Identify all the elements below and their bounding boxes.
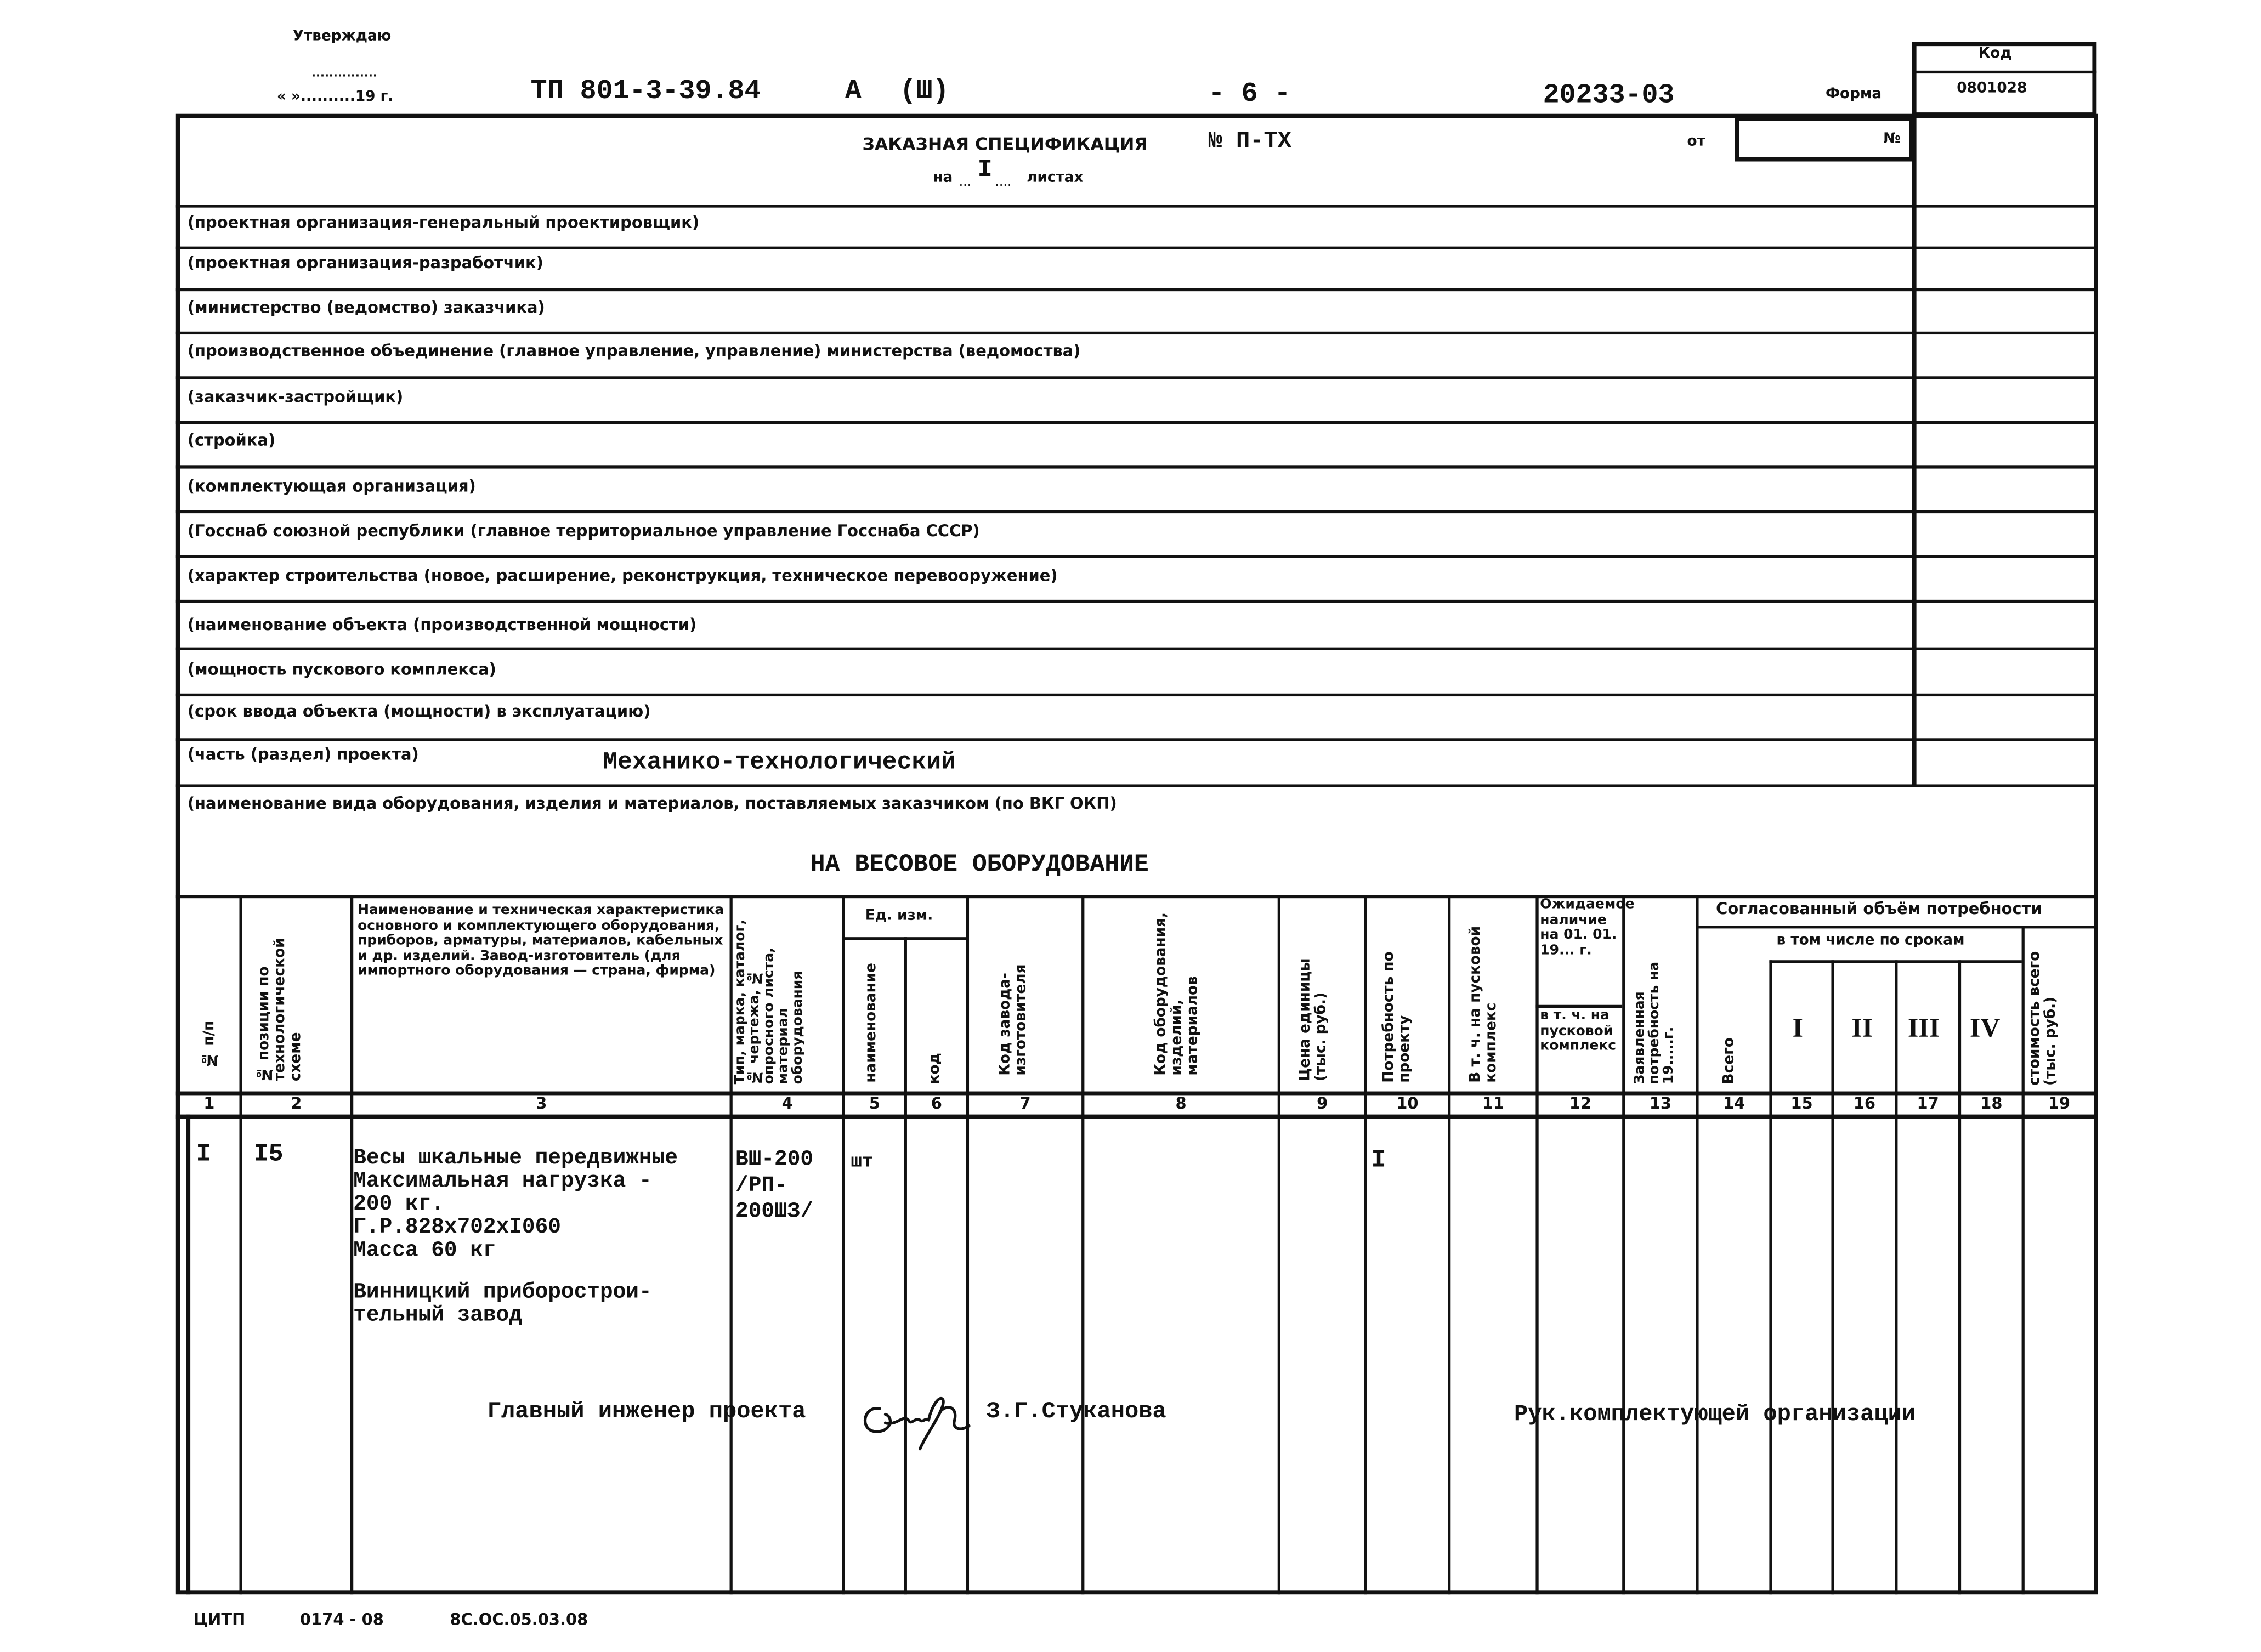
info-row-label: (комплектующая организация) xyxy=(187,477,476,496)
units-group-header: Ед. изм. xyxy=(865,908,933,924)
spec-number: № П-ТХ xyxy=(1208,128,1292,155)
col-number: 14 xyxy=(1722,1094,1746,1113)
col-number: 1 xyxy=(203,1094,215,1113)
col-header-12-top: Ожидаемое наличие на 01. 01. 19... г. xyxy=(1540,896,1635,958)
col-header-3: Наименование и техническая характеристика основного и комплектующего оборудования, приборов, арматуры, материалов, кабельных и др. изделий. Завод-изготовитель (для импортного оборудования — страна, фирма) xyxy=(358,902,724,979)
info-row-label: (проектная организация-разработчик) xyxy=(187,253,543,273)
col-header-15: I xyxy=(1792,1013,1803,1044)
page-number: - 6 - xyxy=(1208,77,1291,110)
spec-title: ЗАКАЗНАЯ СПЕЦИФИКАЦИЯ xyxy=(862,134,1148,155)
equipment-type-label: (наименование вида оборудования, изделия и материалов, поставляемых заказчиком (по ВКГ ОКП) xyxy=(187,794,1117,814)
info-row-label: (заказчик-застройщик) xyxy=(187,388,404,407)
form-label: Форма xyxy=(1825,86,1882,103)
row-name xyxy=(353,1148,678,1263)
col-number: 15 xyxy=(1790,1094,1813,1113)
row-position: I5 xyxy=(253,1142,284,1170)
col-number: 17 xyxy=(1917,1094,1939,1113)
code-label: Код xyxy=(1978,46,2012,63)
col-header-8: Код оборудования, изделий, материалов xyxy=(1153,912,1202,1076)
row-quantity: I xyxy=(1371,1148,1386,1176)
col-header-16: II xyxy=(1851,1013,1873,1044)
col-header-12-bottom: в т. ч. на пусковой комплекс xyxy=(1540,1008,1617,1054)
col-header-5: наименование xyxy=(864,963,880,1083)
sheets-count: I xyxy=(977,157,993,185)
info-row-label: (мощность пускового комплекса) xyxy=(187,660,496,679)
col-number: 3 xyxy=(536,1094,547,1113)
doc-code: ТП 801-3-39.84 xyxy=(530,75,761,107)
album-roman: (Ш) xyxy=(899,75,949,107)
col-header-13: Заявленная потребность на 19.....г. xyxy=(1632,961,1678,1085)
album-letter: А xyxy=(845,75,862,107)
chief-engineer-label: Главный инженер проекта xyxy=(487,1398,806,1424)
col-header-17: III xyxy=(1907,1013,1940,1044)
col-header-18: IV xyxy=(1969,1013,2001,1044)
project-part-value: Механико-технологический xyxy=(603,750,956,777)
col-header-11: В т. ч. на пусковой комплекс xyxy=(1467,926,1500,1083)
col-header-6: код xyxy=(927,1053,943,1085)
row-maker-line: Винницкий приборострои- xyxy=(353,1280,652,1305)
head-organization-label: Рук.комплектующей организации xyxy=(1514,1401,1916,1428)
col-header-19: стоимость всего (тыс. руб.) xyxy=(2027,951,2059,1086)
col-header-1: № п/п xyxy=(202,1020,218,1067)
footer-code: 0174 - 08 xyxy=(299,1610,384,1630)
info-row-label: (производственное объединение (главное управление, управление) министерства (ведомоства) xyxy=(187,342,1081,361)
col-number: 13 xyxy=(1649,1094,1672,1113)
col-header-2: № позиции по технологической схеме xyxy=(257,938,304,1082)
col-number: 9 xyxy=(1317,1094,1328,1113)
sheets-suffix: листах xyxy=(1027,170,1084,186)
row-unit: шт xyxy=(851,1150,874,1172)
row-name-line: Масса 60 кг xyxy=(353,1238,496,1263)
row-name-line: 200 кг. xyxy=(353,1192,444,1217)
col-number: 2 xyxy=(291,1094,302,1113)
col-number: 5 xyxy=(869,1094,880,1113)
row-type-line: /РП- xyxy=(735,1173,787,1199)
row-name-line: Г.Р.828х702хI060 xyxy=(353,1215,561,1240)
agreed-group-header: Согласованный объём потребности xyxy=(1716,899,2042,918)
footer-series: 8С.ОС.05.03.08 xyxy=(450,1610,588,1630)
info-row-label: (министерство (ведомство) заказчика) xyxy=(187,298,545,317)
info-row-label: (проектная организация-генеральный проектировщик) xyxy=(187,213,700,232)
row-name-line: Весы шкальные передвижные xyxy=(353,1146,678,1171)
info-row-label: (срок ввода объекта (мощности) в эксплуатацию) xyxy=(187,702,651,721)
col-number: 16 xyxy=(1853,1094,1876,1113)
registration-number: 20233-03 xyxy=(1543,79,1675,111)
approve-dots: ............... xyxy=(311,66,377,80)
row-name-line: Максимальная нагрузка - xyxy=(353,1169,652,1194)
by-terms-header: в том числе по срокам xyxy=(1776,933,1965,949)
info-row-label: (Госснаб союзной республики (главное территориальное управление Госснаба СССР) xyxy=(187,521,980,541)
col-number: 18 xyxy=(1980,1094,2003,1113)
col-number: 7 xyxy=(1019,1094,1031,1113)
from-label: от xyxy=(1687,134,1705,150)
specification-form: Утверждаю ............... « »..........19 г. ТП 801-3-39.84 А (Ш) - 6 - 20233-03 Форма Код 0801028 ЗАКАЗНАЯ СПЕЦИФИКАЦИЯ № П-ТХ от № на ... I .... листах (проектная организация-генеральный проектировщик) (проектная организация-разработчик) (министерство (ведомство) заказчика) (производственное объединение (главное управление, управление) министерства (ведомоства) (заказчик-застройщик) (стройка) (комплектующая организация) (Госснаб союзной республики (главное территориальное управление Госснаба СССР) (характер строительства (новое, расширение, реконструкция, техническое перевооружение) (наименование объекта (производственной мощности) (мощность пускового комплекса) (срок ввода объекта (мощности) в эксплуатацию) (часть (раздел) проекта) Механико-технологический (наименование вида оборудования, изделия и материалов, поставляемых заказчиком (по ВКГ ОКП) НА ВЕСОВОЕ ОБОРУДОВАНИЕ № п/п № позиции по технологической схеме Наименование и техническая характеристика основного и комплектующего оборудования, приборов, арматуры, материалов, кабельных и др. изделий. Завод-изготовитель (для импортного оборудования — страна, фирма) Тип, марка, каталог, № чертежа, № опросного листа, материал оборудования Ед. изм. наименование код Код завода-изготовителя Код оборудования, изделий, материалов Цена единицы (тыс. руб.) Потребность по проекту В т. ч. на пусковой комплекс Ожидаемое наличие на 01. 01. 19... г. в т. ч. на пусковой комплекс Заявленная потребность на 19.....г. Согласованный объём потребности Всего в том числе по срокам I II III IV стоимость всего (тыс. руб.) 1 2 3 4 5 6 7 8 9 10 11 12 13 14 15 16 17 18 19 I I5 Весы шкальные передвижные Максимальная нагрузка - 200 кг. Г.Р.828х702хI060 Масса 60 кг Винницкий приборострои- тельный завод ВШ-200 /РП- 200ШЗ/ шт I Главный инженер проекта З.Г.Стуканова Рук.комплектующей организации ЦИТП 0174 - 08 8С.ОС.05.03.08 xyxy=(0,0,2261,1652)
col-header-14: Всего xyxy=(1721,1037,1738,1085)
sheets-prefix: на xyxy=(933,170,953,186)
footer-org: ЦИТП xyxy=(193,1610,246,1630)
row-type xyxy=(735,1148,813,1225)
code-value: 0801028 xyxy=(1957,81,2027,97)
col-header-4: Тип, марка, каталог, № чертежа, № опросного листа, материал оборудования xyxy=(732,919,806,1085)
info-row-label: (часть (раздел) проекта) xyxy=(187,745,419,764)
row-maker xyxy=(353,1282,651,1328)
number-label: № xyxy=(1883,131,1901,147)
equipment-type-value: НА ВЕСОВОЕ ОБОРУДОВАНИЕ xyxy=(810,852,1149,879)
col-number: 12 xyxy=(1569,1094,1592,1113)
col-number: 4 xyxy=(781,1094,793,1113)
col-header-9: Цена единицы (тыс. руб.) xyxy=(1297,958,1330,1082)
info-row-label: (стройка) xyxy=(187,431,276,450)
col-number: 8 xyxy=(1175,1094,1187,1113)
col-header-7: Код завода-изготовителя xyxy=(998,964,1030,1076)
col-number: 11 xyxy=(1482,1094,1504,1113)
signature-mark xyxy=(854,1377,981,1463)
col-header-10: Потребность по проекту xyxy=(1381,951,1413,1083)
col-number: 19 xyxy=(2048,1094,2071,1113)
row-type-line: 200ШЗ/ xyxy=(735,1199,814,1224)
info-row-label: (наименование объекта (производственной мощности) xyxy=(187,615,697,634)
info-row-label: (характер строительства (новое, расширение, реконструкция, техническое перевооружение) xyxy=(187,566,1058,586)
col-number: 10 xyxy=(1396,1094,1419,1113)
approve-label: Утверждаю xyxy=(292,29,392,45)
row-maker-line: тельный завод xyxy=(353,1303,522,1328)
chief-engineer-name: З.Г.Стуканова xyxy=(986,1398,1166,1424)
approve-date: « »..........19 г. xyxy=(276,89,394,105)
col-number: 6 xyxy=(931,1094,942,1113)
row-type-line: ВШ-200 xyxy=(735,1148,814,1172)
row-number: I xyxy=(196,1142,211,1170)
